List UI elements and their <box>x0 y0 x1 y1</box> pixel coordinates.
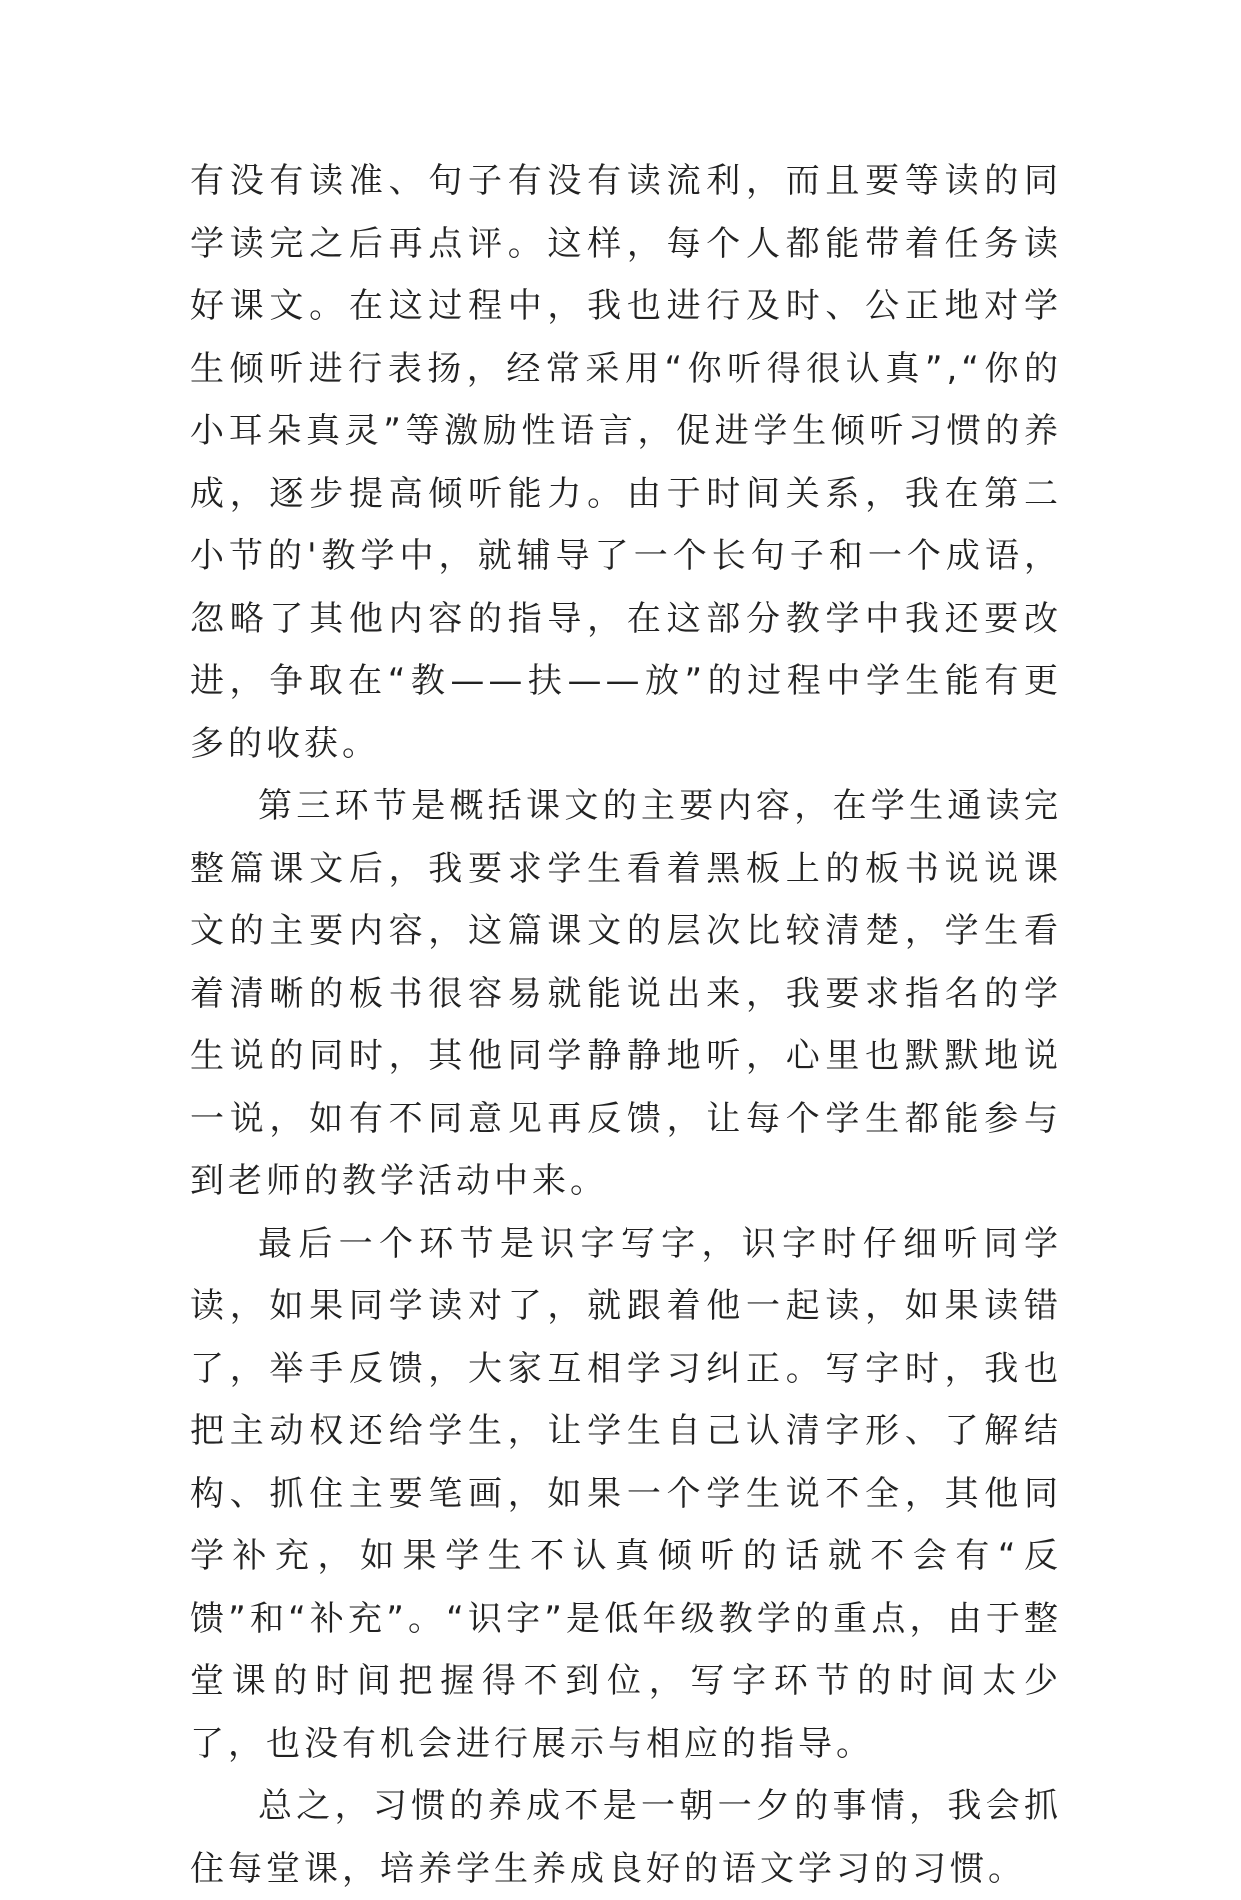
paragraph-summary-section: 第三环节是概括课文的主要内容，在学生通读完整篇课文后，我要求学生看着黑板上的板书说说课文的主要内容，这篇课文的层次比较清楚，学生看着清晰的板书很容易就能说出来，我要求指名的学生说的同时，其他同学静静地听，心里也默默地说一说，如有不同意见再反馈，让每个学生都能参与到老师的教学活动中来。 <box>190 786 1062 1201</box>
paragraph-continuation: 有没有读准、句子有没有读流利，而且要等读的同学读完之后再点评。这样，每个人都能带着任务读好课文。在这过程中，我也进行及时、公正地对学生倾听进行表扬，经常采用“你听得很认真”,“你的小耳朵真灵”等激励性语言，促进学生倾听习惯的养成，逐步提高倾听能力。由于时间关系，我在第二小节的'教学中，就辅导了一个长句子和一个成语，忽略了其他内容的指导，在这部分教学中我还要改进，争取在“教——扶——放”的过程中学生能有更多的收获。 <box>190 161 1062 764</box>
paragraph-literacy-section: 最后一个环节是识字写字，识字时仔细听同学读，如果同学读对了，就跟着他一起读，如果读错了，举手反馈，大家互相学习纠正。写字时，我也把主动权还给学生，让学生自己认清字形、了解结构、抓住主要笔画，如果一个学生说不全，其他同学补充，如果学生不认真倾听的话就不会有“反馈”和“补充”。“识字”是低年级教学的重点，由于整堂课的时间把握得不到位，写字环节的时间太少了，也没有机会进行展示与相应的指导。 <box>190 1223 1062 1764</box>
paragraph-conclusion: 总之，习惯的养成不是一朝一夕的事情，我会抓住每堂课，培养学生养成良好的语文学习的习惯。 <box>190 1786 1062 1889</box>
document-body <box>190 150 1062 1900</box>
